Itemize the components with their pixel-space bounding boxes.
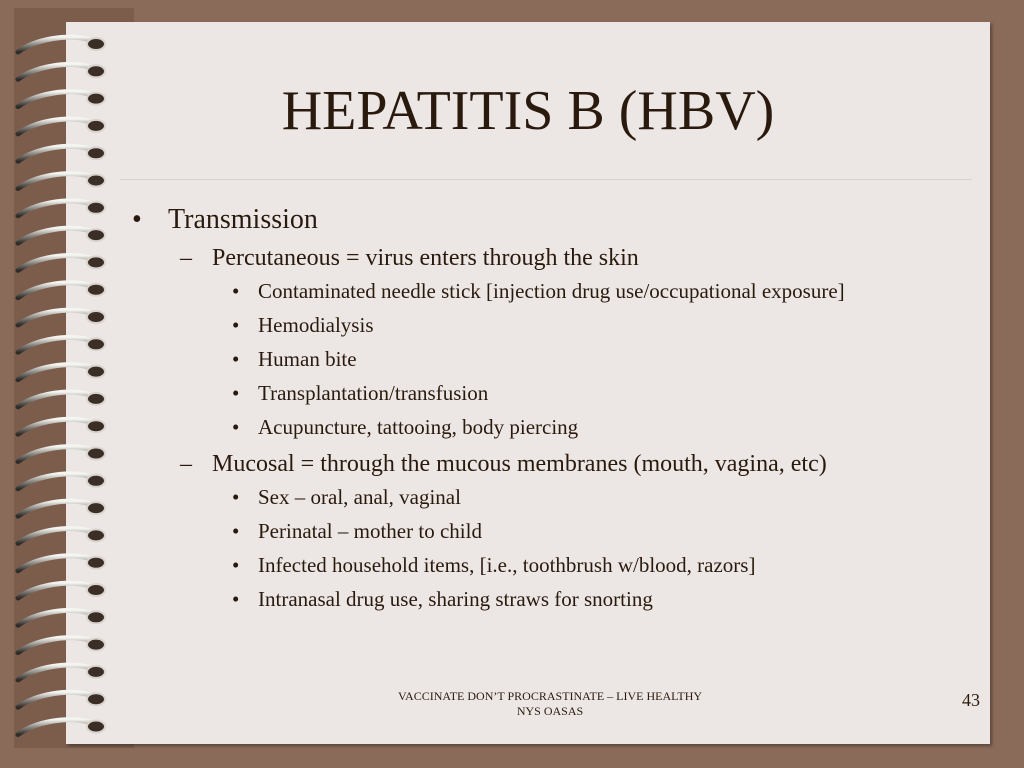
sub-bullet-text: Mucosal = through the mucous membranes (mouth, vagina, etc) <box>212 451 827 477</box>
spiral-ring <box>18 556 94 571</box>
bullet-text: Transmission <box>168 204 318 235</box>
footer-line-1: VACCINATE DON’T PROCRASTINATE – LIVE HEALTHY <box>397 689 703 703</box>
spiral-hole <box>87 448 105 460</box>
list-item <box>124 584 984 614</box>
list-item <box>124 412 984 442</box>
spiral-ring <box>18 720 94 735</box>
bullet-marker: • <box>232 347 240 371</box>
spiral-ring <box>18 665 94 680</box>
bullet-marker: • <box>132 204 142 235</box>
spiral-hole <box>87 229 105 241</box>
list-item <box>124 550 984 580</box>
spiral-ring <box>18 283 94 298</box>
list-item-text: Acupuncture, tattooing, body piercing <box>258 415 579 439</box>
spiral-ring <box>18 392 94 407</box>
bullet-marker: • <box>232 519 240 543</box>
spiral-ring <box>18 146 94 161</box>
bullet-transmission <box>124 200 984 240</box>
spiral-hole <box>87 284 105 296</box>
spiral-hole <box>87 202 105 214</box>
bullet-marker: • <box>232 553 240 577</box>
spiral-hole <box>87 611 105 623</box>
spiral-hole <box>87 65 105 77</box>
spiral-hole <box>87 175 105 187</box>
dash-marker: – <box>180 245 192 271</box>
list-item-text: Perinatal – mother to child <box>258 519 482 543</box>
spiral-ring <box>18 310 94 325</box>
list-item-text: Sex – oral, anal, vaginal <box>258 485 461 509</box>
bullet-marker: • <box>232 415 240 439</box>
list-item <box>124 378 984 408</box>
spiral-hole <box>87 311 105 323</box>
spiral-ring <box>18 474 94 489</box>
spiral-ring <box>18 365 94 380</box>
spiral-hole <box>87 366 105 378</box>
spiral-hole <box>87 256 105 268</box>
spiral-ring <box>18 37 94 52</box>
spiral-hole <box>87 639 105 651</box>
spiral-ring <box>18 529 94 544</box>
spiral-ring <box>18 447 94 462</box>
list-item-text: Human bite <box>258 347 357 371</box>
spiral-ring <box>18 419 94 434</box>
spiral-ring <box>18 337 94 352</box>
sub-bullet-mucosal <box>124 446 984 482</box>
spiral-ring <box>18 638 94 653</box>
spiral-hole <box>87 38 105 50</box>
list-item <box>124 482 984 512</box>
bullet-marker: • <box>232 485 240 509</box>
list-item <box>124 276 984 306</box>
bullet-marker: • <box>232 381 240 405</box>
spiral-hole <box>87 721 105 733</box>
list-item-text: Transplantation/transfusion <box>258 381 489 405</box>
spiral-ring <box>18 201 94 216</box>
spiral-hole <box>87 475 105 487</box>
list-item-text: Infected household items, [i.e., toothbrush w/blood, razors] <box>258 553 756 577</box>
spiral-ring <box>18 610 94 625</box>
dash-marker: – <box>180 451 192 477</box>
spiral-hole <box>87 338 105 350</box>
spiral-hole <box>87 529 105 541</box>
spiral-hole <box>87 557 105 569</box>
spiral-ring <box>18 256 94 271</box>
spiral-ring <box>18 692 94 707</box>
spiral-ring <box>18 174 94 189</box>
list-item-text: Hemodialysis <box>258 313 374 337</box>
page-number: 43 <box>962 690 980 710</box>
list-item <box>124 344 984 374</box>
spiral-ring <box>18 501 94 516</box>
sub-bullet-text: Percutaneous = virus enters through the skin <box>212 245 639 271</box>
spiral-ring <box>18 228 94 243</box>
bullet-marker: • <box>232 279 240 303</box>
list-item-text: Intranasal drug use, sharing straws for snorting <box>258 587 653 611</box>
footer-line-2: NYS OASAS <box>516 704 584 718</box>
spiral-hole <box>87 584 105 596</box>
slide-body <box>124 200 984 618</box>
spiral-hole <box>87 393 105 405</box>
title-divider <box>120 179 972 180</box>
slide-footer <box>340 689 760 719</box>
bullet-marker: • <box>232 587 240 611</box>
spiral-hole <box>87 666 105 678</box>
spiral-hole <box>87 693 105 705</box>
slide-title: HEPATITIS B (HBV) <box>281 80 775 142</box>
spiral-hole <box>87 420 105 432</box>
spiral-hole <box>87 147 105 159</box>
spiral-ring <box>18 583 94 598</box>
spiral-hole <box>87 502 105 514</box>
list-item <box>124 516 984 546</box>
list-item-text: Contaminated needle stick [injection drug use/occupational exposure] <box>258 279 845 303</box>
bullet-marker: • <box>232 313 240 337</box>
sub-bullet-percutaneous <box>124 240 984 276</box>
list-item <box>124 310 984 340</box>
